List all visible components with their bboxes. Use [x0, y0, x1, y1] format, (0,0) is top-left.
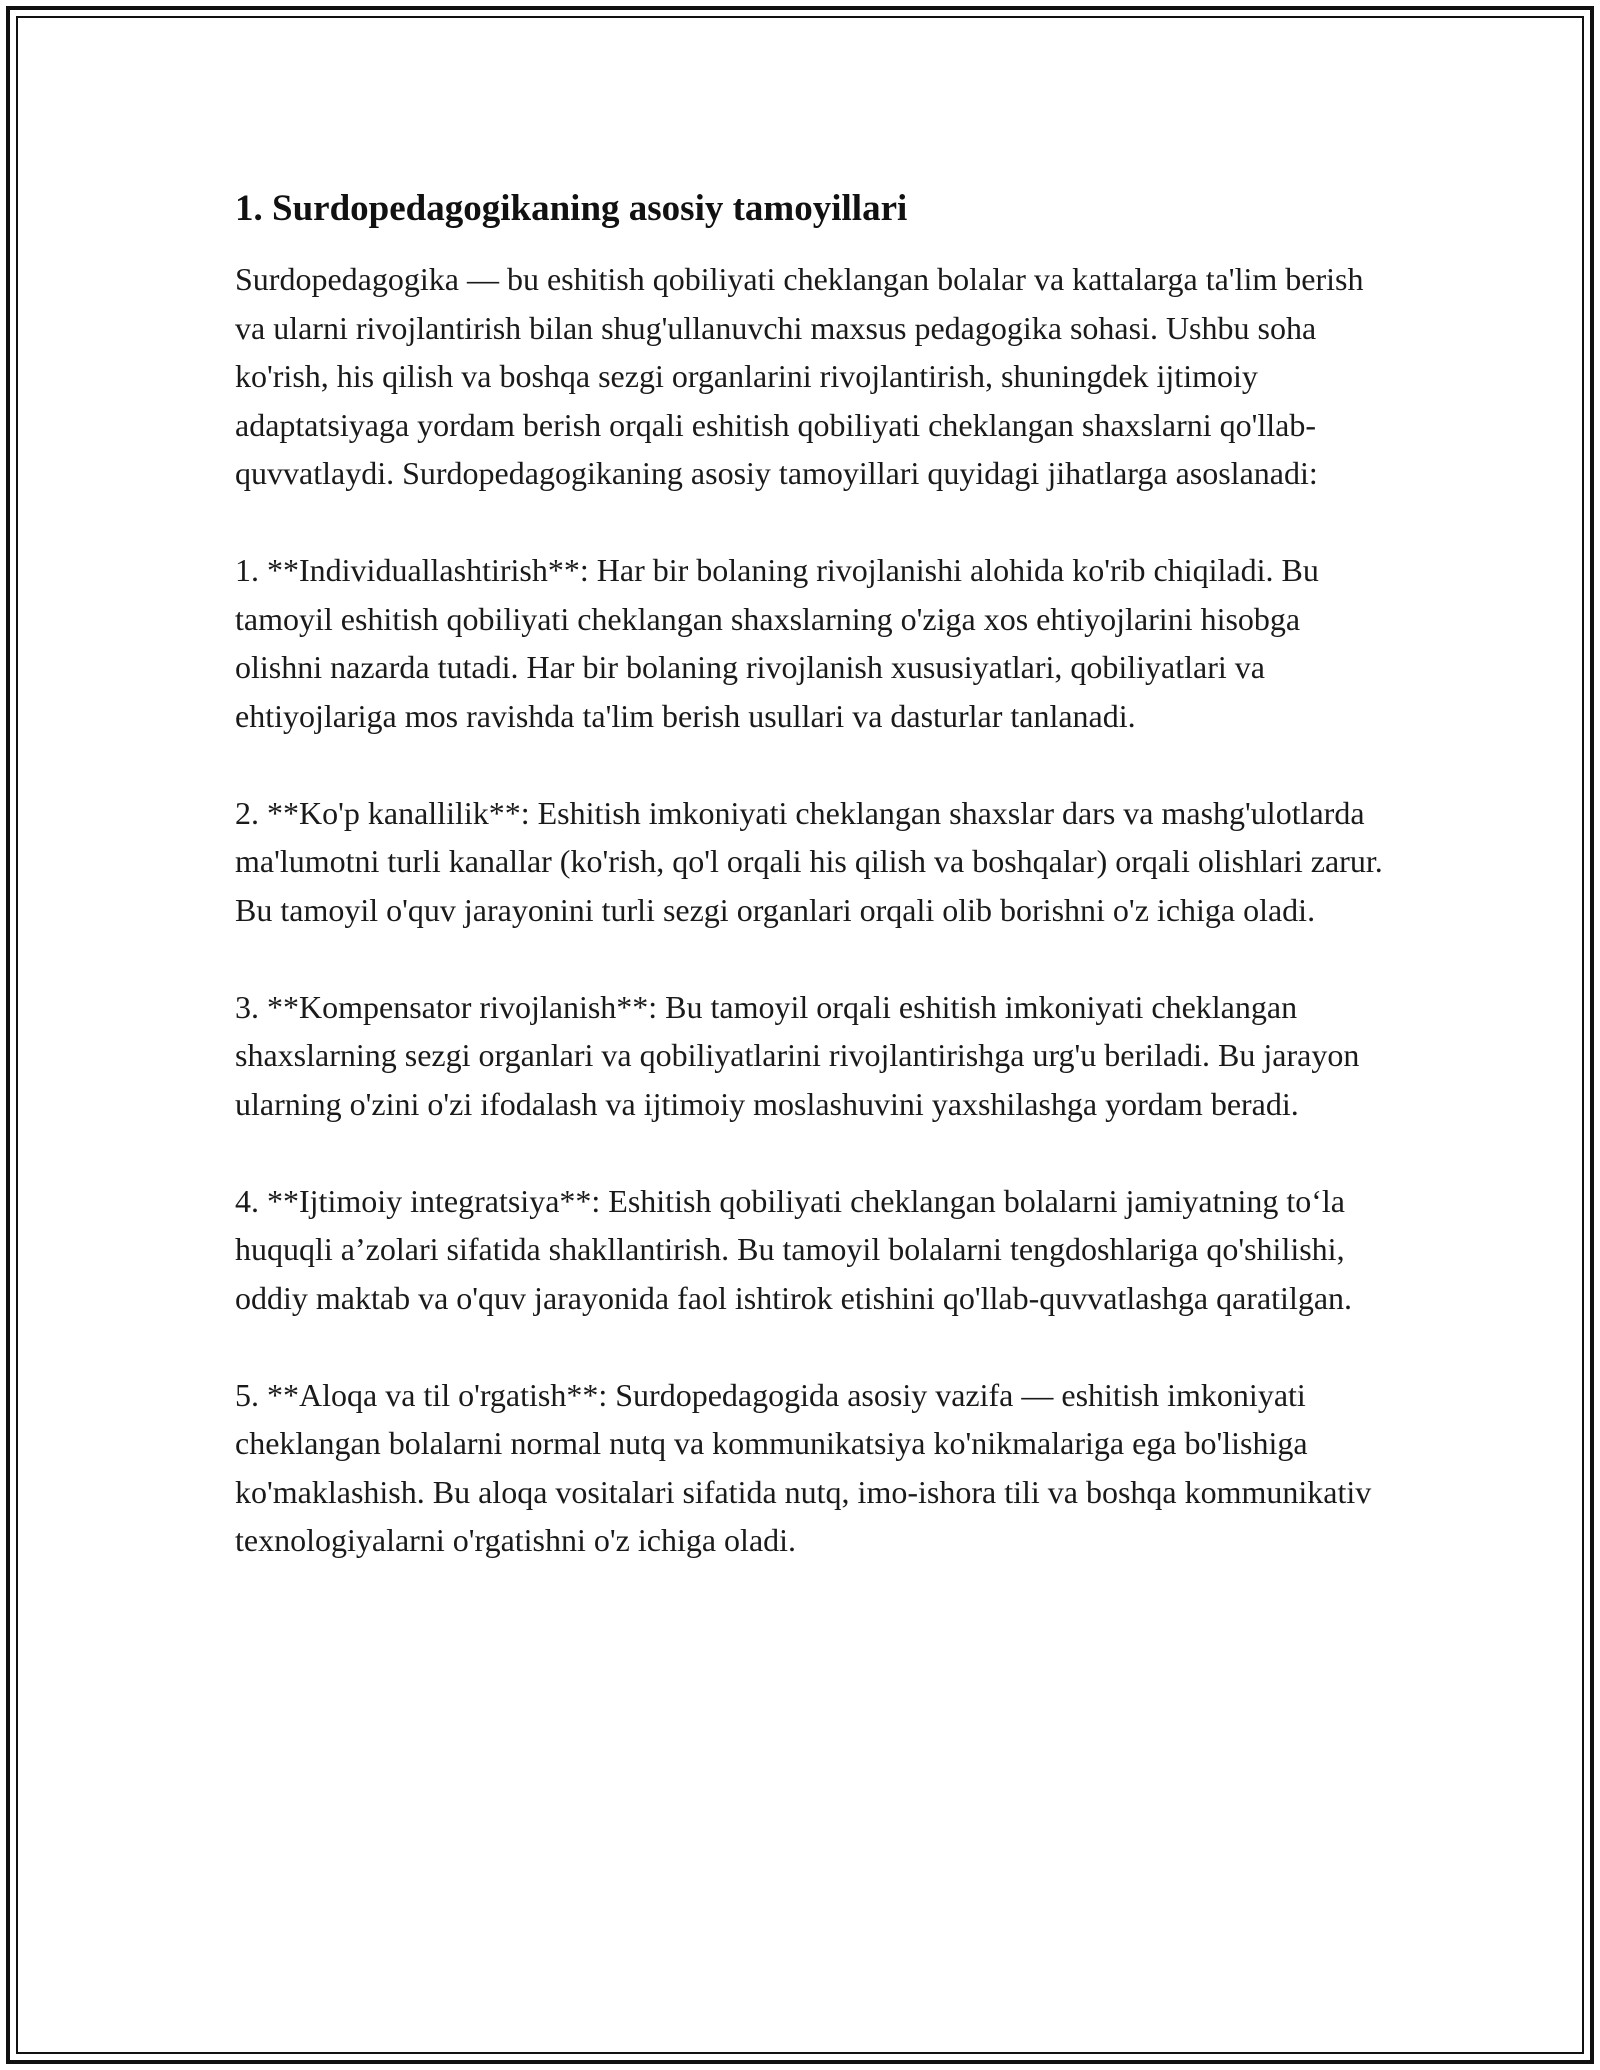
- principle-paragraph-4: 4. **Ijtimoiy integratsiya**: Eshitish qobiliyati cheklangan bolalarni jamiyatning to‘la huquqli a’zolari sifatida shakllantirish. Bu tamoyil bolalarni tengdoshlariga qo'shilishi, oddiy maktab va o'quv jarayonida faol ishtirok etishini qo'llab-quvvatlashga qaratilgan.: [235, 1182, 1353, 1316]
- principle-paragraph-1: 1. **Individuallashtirish**: Har bir bolaning rivojlanishi alohida ko'rib chiqiladi. Bu tamoyil eshitish qobiliyati cheklangan shaxslarning o'ziga xos ehtiyojlarini hisobga olishni nazarda tutadi. Har bir bolaning rivojlanish xususiyatlari, qobiliyatlari va ehtiyojlariga mos ravishda ta'lim berish usullari va dasturlar tanlanadi.: [235, 552, 1319, 734]
- document-title: 1. Surdopedagogikaning asosiy tamoyillari: [235, 188, 908, 229]
- principle-paragraph-5: 5. **Aloqa va til o'rgatish**: Surdopedagogida asosiy vazifa — eshitish imkoniyati cheklangan bolalarni normal nutq va kommunikatsiya ko'nikmalariga ega bo'lishiga ko'maklashish. Bu aloqa vositalari sifatida nutq, imo-ishora tili va boshqa kommunikativ texnologiyalarni o'rgatishni o'z ichiga oladi.: [235, 1376, 1372, 1558]
- principle-paragraph-2: 2. **Ko'p kanallilik**: Eshitish imkoniyati cheklangan shaxslar dars va mashg'ulotlarda ma'lumotni turli kanallar (ko'rish, qo'l orqali his qilish va boshqalar) orqali olishlari zarur. Bu tamoyil o'quv jarayonini turli sezgi organlari orqali olib borishni o'z ichiga oladi.: [235, 794, 1383, 928]
- intro-paragraph: Surdopedagogika — bu eshitish qobiliyati cheklangan bolalar va kattalarga ta'lim berish va ularni rivojlantirish bilan shug'ullanuvchi maxsus pedagogika sohasi. Ushbu soha ko'rish, his qilish va boshqa sezgi organlarini rivojlantirish, shuningdek ijtimoiy adaptatsiyaga yordam berish orqali eshitish qobiliyati cheklangan shaxslarni qo'llab-quvvatlaydi. Surdopedagogikaning asosiy tamoyillari quyidagi jihatlarga asoslanadi:: [235, 261, 1364, 491]
- principle-paragraph-3: 3. **Kompensator rivojlanish**: Bu tamoyil orqali eshitish imkoniyati cheklangan shaxslarning sezgi organlari va qobiliyatlarini rivojlantirishga urg'u beriladi. Bu jarayon ularning o'zini o'zi ifodalash va ijtimoiy moslashuvini yaxshilashga yordam beradi.: [235, 988, 1360, 1122]
- document-body: [235, 185, 1385, 1613]
